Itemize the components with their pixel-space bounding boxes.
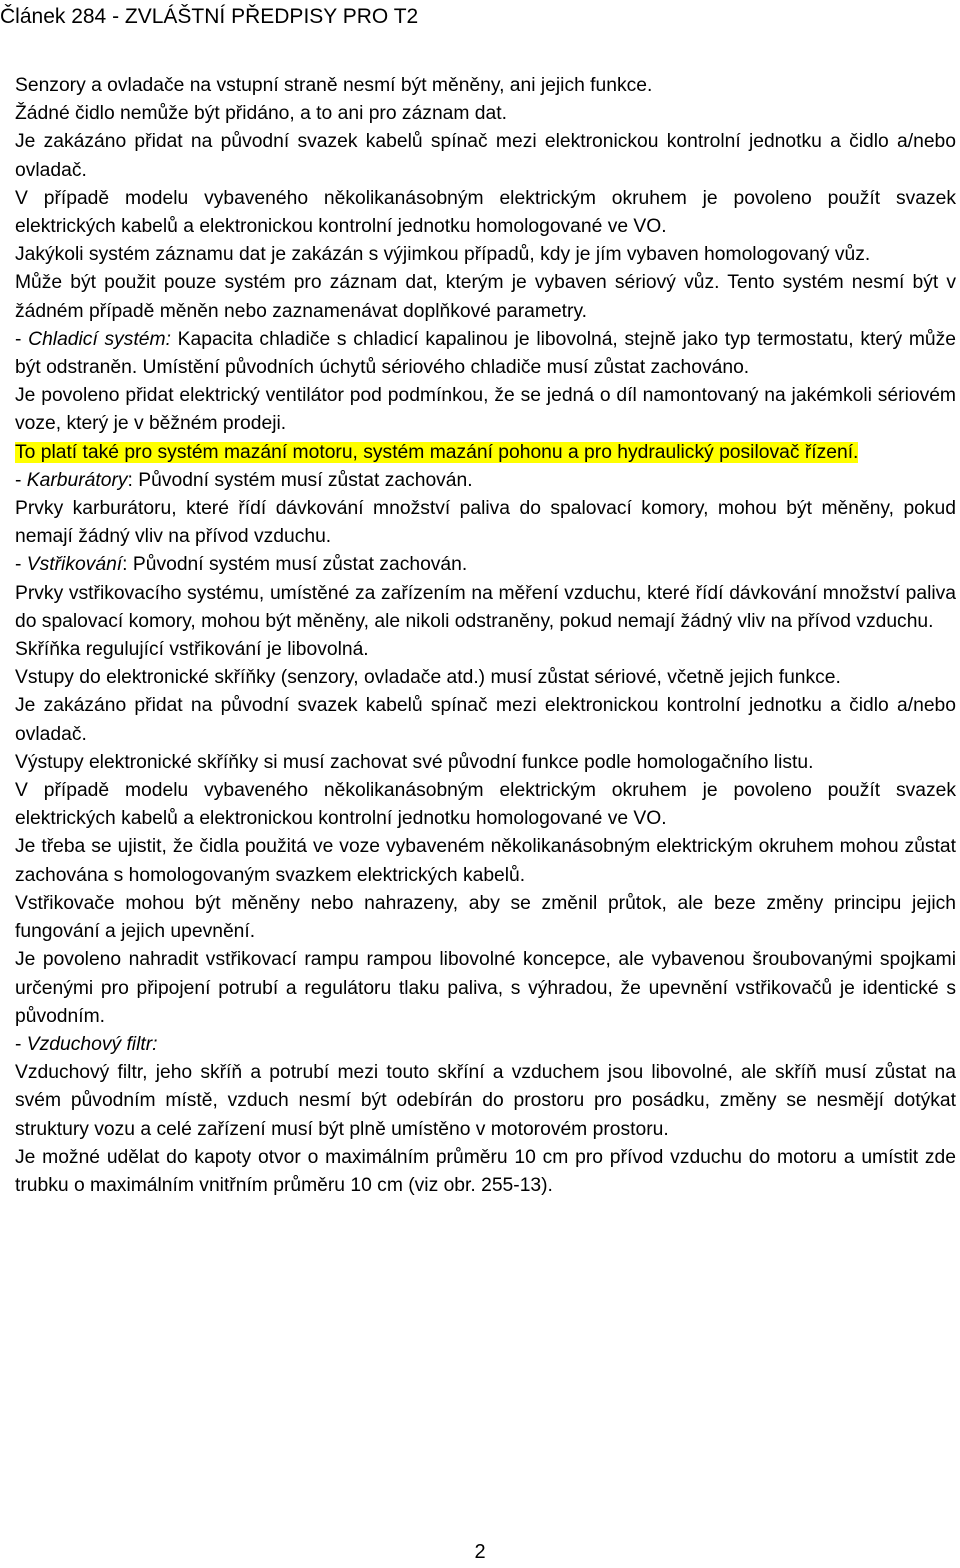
paragraph-fan: Je povoleno přidat elektrický ventilátor pod podmínkou, že se jedná o díl namontovaný na jakémkoli sériovém voze, který je v běžném prodeji. [15,385,956,435]
air-filter-label: Vzduchový filtr: [26,1033,158,1055]
inj-text: : Původní systém musí zůstat zachován. [122,554,468,576]
paragraph-multiplex-2: V případě modelu vybaveného několikanásobným elektrickým okruhem je povoleno použít svazek elektrických kabelů a elektronickou kontrolní jednotku homologované ve VO. [15,780,956,830]
paragraph-data-system: Může být použit pouze systém pro záznam dat, kterým je vybaven sériový vůz. Tento systém nesmí být v žádném případě měněn nebo zaznamenávat doplňkové parametry. [15,272,956,322]
paragraph-air-filter: Vzduchový filtr, jeho skříň a potrubí mezi touto skříní a vzduchem jsou libovolné, ale skříň musí zůstat na svém původním místě, vzduch nesmí být odebírán do prostoru pro posádku, změny se nesmějí dotýkat struktury vozu a celé zařízení musí být plně umístěno v motorovém prostoru. [15,1062,956,1140]
paragraph-ecu-free: Skříňka regulující vstřikování je libovolná. [15,639,369,661]
section-dash: - [15,328,29,350]
page-header-title: Článek 284 - ZVLÁŠTNÍ PŘEDPISY PRO T2 [0,5,419,28]
paragraph-switch-ban: Je zakázáno přidat na původní svazek kabelů spínač mezi elektronickou kontrolní jednotku a čidlo a/nebo ovladač. [15,131,956,181]
cooling-label: Chladicí systém: [28,328,171,350]
page-number: 2 [474,1541,486,1563]
section-cooling [15,326,956,382]
paragraph-fuel-rail: Je povoleno nahradit vstřikovací rampu rampou libovolné koncepce, ale vybavenou šroubovanými spojkami určenými pro připojení potrubí a regulátoru tlaku paliva, s výhradou, že upevnění vstřikovačů je identické s původním. [15,949,956,1027]
highlighted-text: To platí také pro systém mazání motoru, systém mazání pohonu a pro hydraulický posilovač řízení. [15,441,859,463]
cooling-text: Kapacita chladiče s chladicí kapalinou je libovolná, stejně jako typ termostatu, který může být odstraněn. Umístění původních úchytů sériového chladiče musí zůstat zachováno. [15,328,957,379]
section-carburettors [15,467,956,495]
section-dash: - [15,554,27,576]
paragraph-injectors: Vstřikovače mohou být měněny nebo nahrazeny, aby se změnil průtok, ale beze změny principu jejich fungování a jejich upevnění. [15,892,956,943]
paragraph-ecu-outputs: Výstupy elektronické skříňky si musí zachovat své původní funkce podle homologačního listu. [15,751,814,773]
paragraph-bonnet-hole: Je možné udělat do kapoty otvor o maximálním průměru 10 cm pro přívod vzduchu do motoru a umístit zde trubku o maximálním vnitřním průměru 10 cm (viz obr. 255-13). [15,1146,956,1196]
paragraph-injection-elements: Prvky vstřikovacího systému, umístěné za zařízením na měření vzduchu, které řídí dávkování množství paliva do spalovací komory, mohou být měněny, ale nikoli odstraněny, pokud nemají žádný vliv na přívod vzduchu. [15,582,956,632]
section-dash: - [15,1033,27,1055]
inj-label: Vstřikování [26,554,123,576]
carb-label: Karburátory [26,469,128,491]
paragraph-ecu-inputs: Vstupy do elektronické skříňky (senzory, ovladače atd.) musí zůstat sériové, včetně jejich funkce. [15,667,841,689]
section-air-filter [15,1031,956,1059]
carb-text: : Původní systém musí zůstat zachován. [127,469,473,491]
paragraph-sensors: Senzory a ovladače na vstupní straně nesmí být měněny, ani jejich funkce. [15,75,653,96]
paragraph-no-sensor: Žádné čidlo nemůže být přidáno, a to ani pro záznam dat. [15,103,507,125]
paragraph-carb-elements: Prvky karburátoru, které řídí dávkování množství paliva do spalovací komory, mohou být měněny, pokud nemají žádný vliv na přívod vzduchu. [15,498,956,548]
paragraph-switch-ban-2: Je zakázáno přidat na původní svazek kabelů spínač mezi elektronickou kontrolní jednotku a čidlo a/nebo ovladač. [15,695,956,745]
paragraph-sensors-multiplex: Je třeba se ujistit, že čidla použitá ve voze vybaveném několikanásobným elektrickým okruhem mohou zůstat zachována s homologovaným svazkem elektrických kabelů. [15,836,956,886]
section-dash: - [15,469,27,491]
document-body [15,72,956,1200]
section-injection [15,551,956,579]
paragraph-lubrication [15,439,956,467]
paragraph-multiplex: V případě modelu vybaveného několikanásobným elektrickým okruhem je povoleno použít svazek elektrických kabelů a elektronickou kontrolní jednotku homologované ve VO. [15,187,956,238]
paragraph-data-logging: Jakýkoli systém záznamu dat je zakázán s výjimkou případů, kdy je jím vybaven homologovaný vůz. [15,244,871,266]
